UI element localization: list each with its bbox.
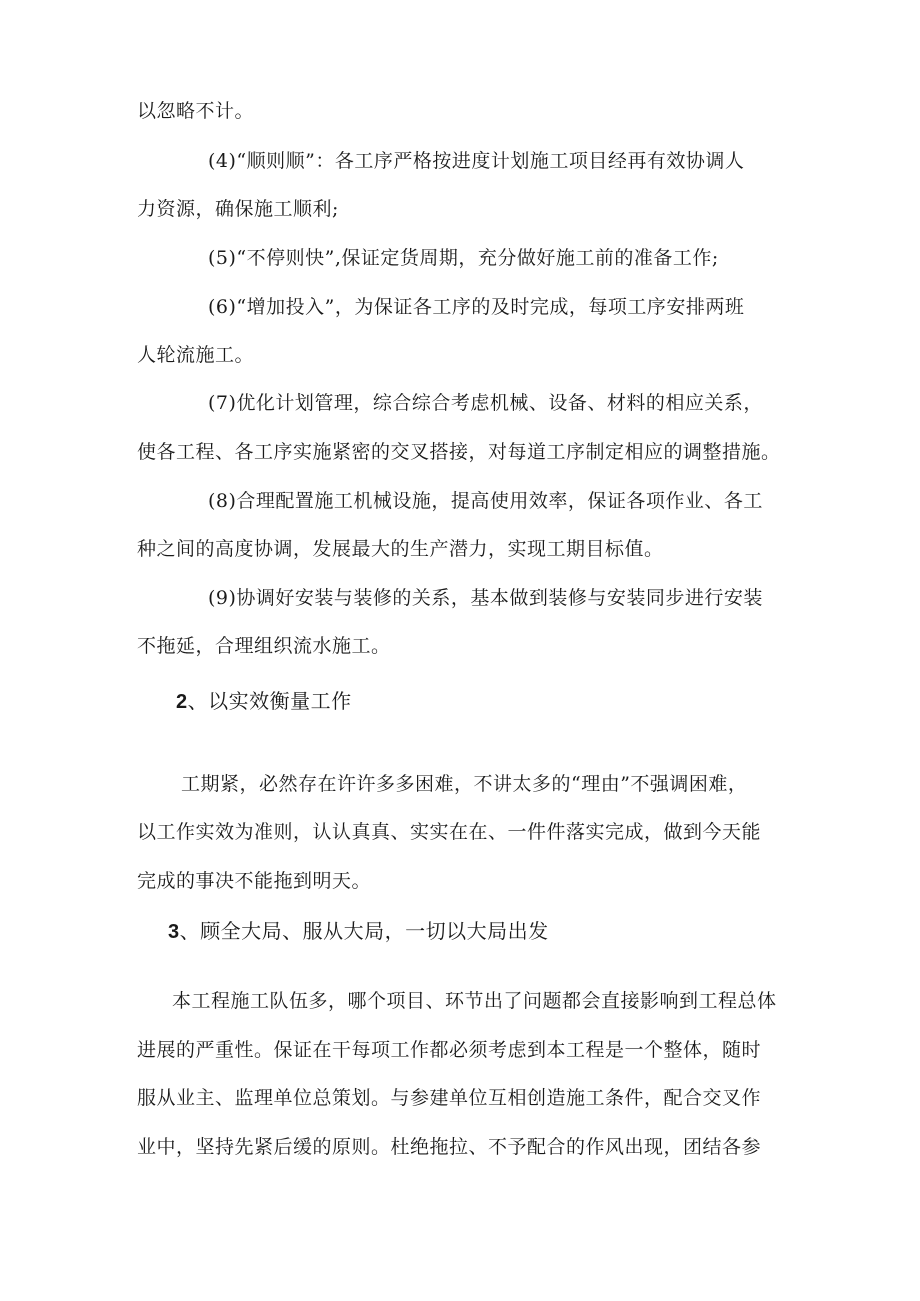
text-line: 业中，坚持先紧后缓的原则。杜绝拖拉、不予配合的作风出现，团结各参	[137, 1136, 762, 1158]
text-line: 以工作实效为准则，认认真真、实实在在、一件件落实完成，做到今天能	[137, 821, 762, 843]
text-line: 以忽略不计。	[137, 100, 255, 122]
section-heading-2	[176, 688, 352, 715]
text-line: (9)协调好安装与装修的关系，基本做到装修与安装同步进行安装	[208, 587, 763, 609]
text-line: 完成的事决不能拖到明天。	[137, 870, 372, 892]
section-title: 、以实效衡量工作	[187, 689, 352, 713]
text-line: 不拖延，合理组织流水施工。	[137, 635, 391, 657]
text-line: (5)“不停则快”,保证定货周期，充分做好施工前的准备工作;	[208, 247, 719, 269]
text-line: 使各工程、各工序实施紧密的交叉搭接，对每道工序制定相应的调整措施。	[137, 441, 781, 463]
text-line: 种之间的高度协调，发展最大的生产潜力，实现工期目标值。	[137, 538, 664, 560]
text-line: 力资源，确保施工顺利;	[137, 198, 339, 220]
text-line: (7)优化计划管理，综合综合考虑机械、设备、材料的相应关系，	[208, 392, 763, 414]
text-line: (4)“顺则顺”：各工序严格按进度计划施工项目经再有效协调人	[208, 150, 745, 172]
section-number: 2	[176, 691, 188, 713]
text-line: 进展的严重性。保证在干每项工作都必须考虑到本工程是一个整体，随时	[137, 1039, 762, 1061]
text-line: 本工程施工队伍多，哪个项目、环节出了问题都会直接影响到工程总体	[172, 990, 777, 1012]
section-heading-3	[168, 918, 549, 945]
text-line: 服从业主、监理单位总策划。与参建单位互相创造施工条件，配合交叉作	[137, 1087, 762, 1109]
text-line: (6)“增加投入”，为保证各工序的及时完成，每项工序安排两班	[208, 296, 745, 318]
section-title: 、顾全大局、服从大局，一切以大局出发	[179, 919, 549, 943]
text-line: 人轮流施工。	[137, 344, 255, 366]
text-line: 工期紧，必然存在许许多多困难，不讲太多的“理由”不强调困难，	[181, 773, 748, 795]
section-number: 3	[168, 921, 180, 943]
text-line: (8)合理配置施工机械设施，提高使用效率，保证各项作业、各工	[208, 490, 763, 512]
